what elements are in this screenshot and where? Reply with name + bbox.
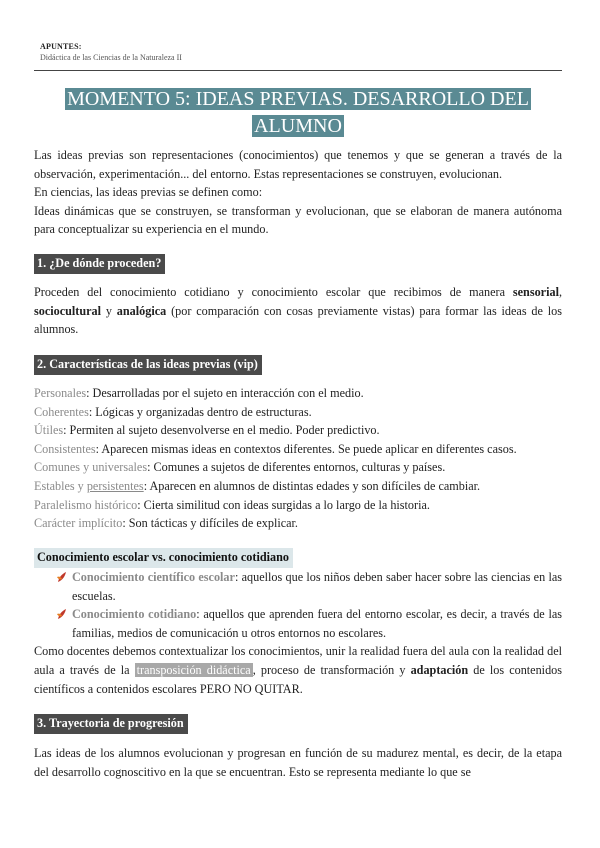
list-item: Carácter implícito: Son tácticas y difíciles de explicar.: [34, 516, 298, 531]
page-header: [40, 42, 562, 62]
comparison-body: [34, 568, 562, 698]
section-comparison-heading: Conocimiento escolar vs. conocimiento cotidiano: [34, 548, 293, 568]
header-label: APUNTES:: [40, 42, 82, 51]
section-3-body: [34, 744, 562, 781]
list-item: Estables y persistentes: Aparecen en alumnos de distintas edades y son difíciles de cambiar.: [34, 478, 481, 493]
section-3-heading: 3. Trayectoria de progresión: [34, 714, 188, 734]
leaf-bullet-icon: [56, 607, 68, 621]
intro-paragraph-3: Ideas dinámicas que se construyen, se transforman y evolucionan, que se elaboran de manera autónoma para conceptualizar su experiencia en el mundo.: [34, 203, 562, 237]
leaf-bullet-icon: [56, 570, 68, 584]
intro-paragraph-2: En ciencias, las ideas previas se definen como:: [34, 185, 263, 200]
list-item: Coherentes: Lógicas y organizadas dentro de estructuras.: [34, 404, 312, 419]
list-item: Paralelismo histórico: Cierta similitud con ideas surgidas a lo largo de la historia.: [34, 497, 430, 512]
section-1-heading: 1. ¿De dónde proceden?: [34, 254, 165, 274]
intro-paragraph-1: Las ideas previas son representaciones (conocimientos) que tenemos y que se generan a través de la observación, experimentación... del entorno. Estas representaciones se construyen, evolucionan.: [34, 148, 562, 181]
header-subject: Didáctica de las Ciencias de la Naturaleza II: [40, 53, 182, 62]
list-item: Comunes y universales: Comunes a sujetos de diferentes entornos, culturas y países.: [34, 460, 446, 475]
comparison-paragraph: Como docentes debemos contextualizar los conocimientos, unir la realidad fuera del aula con la realidad del aula a través de la transposición didáctica , proceso de transformación y adaptación de los contenidos científicos a contenidos escolares PERO NO QUITAR.: [34, 644, 562, 696]
list-item: Consistentes: Aparecen mismas ideas en contextos diferentes. Se puede aplicar en diferentes casos.: [34, 441, 517, 456]
intro-block: [34, 146, 562, 239]
section-1-body: [34, 283, 562, 339]
list-item: Personales: Desarrolladas por el sujeto en interacción con el medio.: [34, 386, 364, 400]
section-3-paragraph: Las ideas de los alumnos evolucionan y progresan en función de su madurez mental, es decir, de la etapa del desarrollo cognoscitivo en la que se encuentran. Esto se representa mediante lo que se: [34, 746, 562, 779]
characteristics-list: [34, 384, 562, 533]
page-title: MOMENTO 5: IDEAS PREVIAS. DESARROLLO DEL ALUMNO: [67, 88, 529, 137]
header-divider: [34, 70, 562, 71]
section-1-paragraph: Proceden del conocimiento cotidiano y conocimiento escolar que recibimos de manera sensorial, sociocultural y analógica (por comparación con cosas previamente vistas) para formar las ideas de los alumnos.: [34, 285, 562, 337]
section-2-heading: 2. Características de las ideas previas (vip): [34, 355, 262, 375]
bullet-item-everyday: Conocimiento cotidiano: aquellos que aprenden fuera del entorno escolar, es decir, a través de las familias, medios de comunicación u otros entornos no escolares.: [34, 605, 562, 642]
list-item: Útiles: Permiten al sujeto desenvolverse en el medio. Poder predictivo.: [34, 423, 380, 438]
bullet-item-scientific: Conocimiento científico escolar: aquellos que los niños deben saber hacer sobre las ciencias en las escuelas.: [34, 568, 562, 605]
